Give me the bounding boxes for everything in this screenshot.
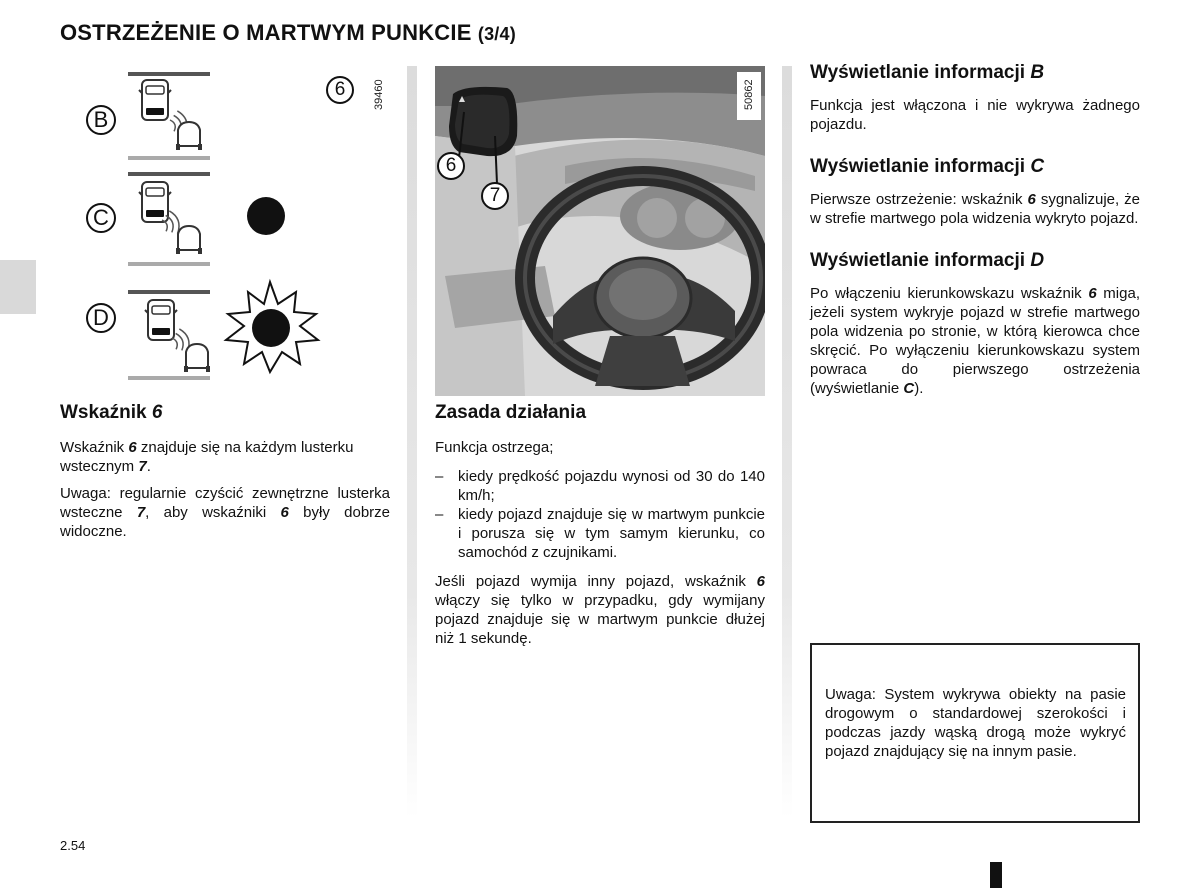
ref-6: 6 xyxy=(1088,285,1097,302)
ref-6: 6 xyxy=(280,504,289,521)
steering-wheel-photo xyxy=(435,66,765,396)
text: . xyxy=(146,458,151,475)
text: sygnalizuje, że w strefie martwego pola widzenia wykryto pojazd. xyxy=(810,191,1141,227)
text: ). xyxy=(914,380,924,397)
car-with-sensors xyxy=(139,80,171,120)
lane-line xyxy=(128,262,210,266)
steering-wheel-illustration xyxy=(435,66,765,396)
callout-label-text: 6 xyxy=(334,79,346,100)
other-car xyxy=(176,122,202,150)
figure-id-50862: 50862 xyxy=(743,79,755,110)
paragraph-cleaning-note xyxy=(60,484,390,541)
text: Uwaga: regularnie czyścić zewnętrzne lusterka wsteczne xyxy=(60,485,390,521)
lane-line xyxy=(128,72,210,76)
note-box xyxy=(810,643,1140,823)
paragraph-indicator-location xyxy=(60,438,390,476)
paragraph-display-d xyxy=(810,284,1140,398)
column-divider-2 xyxy=(782,66,792,818)
ref-6: 6 xyxy=(1027,191,1036,208)
heading-display-c xyxy=(810,156,1140,178)
heading-text: Wskaźnik xyxy=(60,402,152,423)
heading-letter: C xyxy=(1030,156,1045,177)
indicator-lit-icon xyxy=(247,197,285,235)
page-title-part: (3/4) xyxy=(477,24,516,44)
photo-callout-7 xyxy=(481,182,509,210)
text: miga, jeżeli system wykryje pojazd w strefie martwego pola widzenia po stronie, w którą kierowca chce skręcić. Po wyłączeniu kierunkowskazu system powraca do pierwszego ostrzeżenia (wyświetlanie xyxy=(810,285,1140,397)
lane-line xyxy=(128,290,210,294)
ref-7: 7 xyxy=(138,458,147,475)
figure-id-39460: 39460 xyxy=(373,79,385,110)
ref-6: 6 xyxy=(756,573,765,590)
heading-text: Wyświetlanie informacji xyxy=(810,156,1031,177)
section-display-d xyxy=(810,250,1140,398)
text: znajduje się na każdym lusterku wstecznym xyxy=(60,439,354,475)
text: , aby wskaźniki xyxy=(145,504,281,521)
callout-label-c xyxy=(86,203,116,233)
other-car xyxy=(176,226,202,254)
text: włączy się tylko w przypadku, gdy wymijany pojazd znajduje się w martwym punkcie dłużej niż 1 sekundę. xyxy=(435,592,765,647)
indicator-diagram-figure xyxy=(60,60,390,390)
ref-6: 6 xyxy=(128,439,137,456)
photo-callout-text: 7 xyxy=(489,185,501,206)
section-display-c xyxy=(810,156,1140,228)
lane-line xyxy=(128,376,210,380)
photo-callout-6 xyxy=(437,152,465,180)
indicator-lit-icon xyxy=(252,309,290,347)
heading-num: 6 xyxy=(151,402,163,423)
heading-display-b xyxy=(810,62,1140,84)
callout-label-text: B xyxy=(93,107,109,132)
other-car xyxy=(184,344,210,372)
column-display-info xyxy=(810,62,1140,420)
section-display-b xyxy=(810,62,1140,134)
list-item: – kiedy pojazd znajduje się w martwym punkcie i porusza się w tym samym kierunku, co samochód z czujnikami. xyxy=(435,505,765,562)
paragraph-overtaking xyxy=(435,572,765,648)
paragraph-display-b: Funkcja jest włączona i nie wykrywa żadnego pojazdu. xyxy=(810,97,1140,133)
lane-line xyxy=(128,156,210,160)
page-title-text: OSTRZEŻENIE O MARTWYM PUNKCIE xyxy=(60,20,472,45)
heading-display-d xyxy=(810,250,1140,272)
ref-c: C xyxy=(903,380,915,397)
page-number: 2.54 xyxy=(60,838,86,853)
condition-list xyxy=(435,467,765,562)
section-tab-marker xyxy=(0,260,36,314)
callout-label-d xyxy=(86,303,116,333)
car-with-sensors xyxy=(145,300,177,340)
note-text: Uwaga: System wykrywa obiekty na pasie drogowym o standardowej szerokości i podczas jazdy wąską drogą może wykryć pojazd znajdujący się na innym pasie. xyxy=(825,686,1126,760)
heading-text: Wyświetlanie informacji xyxy=(810,62,1031,83)
column-divider-1 xyxy=(407,66,417,818)
lane-line xyxy=(128,172,210,176)
callout-label-b xyxy=(86,105,116,135)
callout-label-text: D xyxy=(93,305,109,330)
text: Wskaźnik xyxy=(60,439,129,456)
paragraph-intro: Funkcja ostrzega; xyxy=(435,439,554,456)
callout-label-indicator xyxy=(326,76,354,104)
heading-indicator xyxy=(60,402,390,424)
page-title xyxy=(60,20,516,46)
list-item: – kiedy prędkość pojazdu wynosi od 30 do 140 km/h; xyxy=(435,467,765,505)
photo-callout-text: 6 xyxy=(445,155,457,176)
heading-principle: Zasada działania xyxy=(435,402,587,423)
heading-text: Wyświetlanie informacji xyxy=(810,250,1031,271)
text: Po włączeniu kierunkowskazu wskaźnik xyxy=(810,285,1089,302)
text: Jeśli pojazd wymija inny pojazd, wskaźnik xyxy=(435,573,757,590)
ref-7: 7 xyxy=(136,504,146,521)
text: były dobrze widoczne. xyxy=(60,504,390,540)
page-edge-marker xyxy=(990,862,1002,888)
paragraph-display-c xyxy=(810,190,1140,228)
column-indicator xyxy=(60,402,390,541)
text: Pierwsze ostrzeżenie: wskaźnik xyxy=(810,191,1028,208)
callout-label-text: C xyxy=(93,205,109,230)
column-principle xyxy=(435,402,765,648)
heading-letter: B xyxy=(1030,62,1045,83)
heading-letter: D xyxy=(1030,250,1045,271)
